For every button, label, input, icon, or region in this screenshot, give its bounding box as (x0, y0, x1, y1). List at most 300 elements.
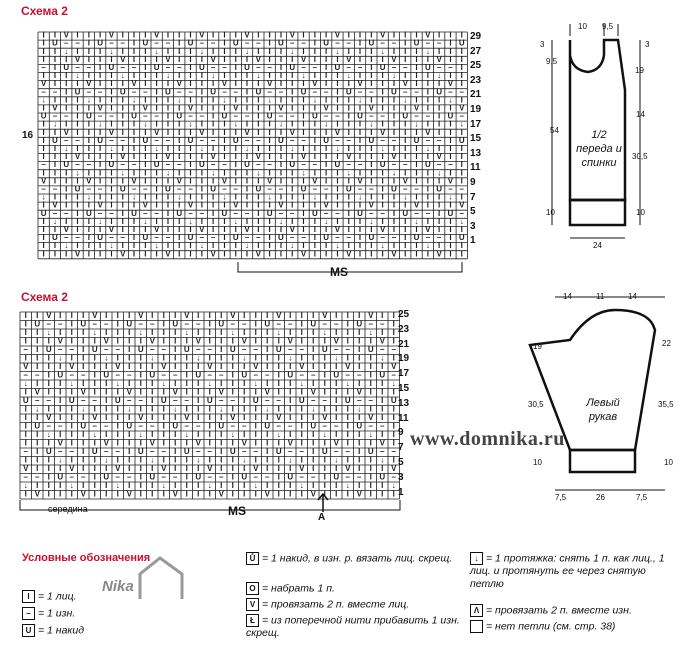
stitch-symbol: I (42, 135, 45, 145)
stitch-symbol: I (223, 135, 226, 145)
stitch-symbol: – (334, 447, 339, 456)
stitch-symbol: I (144, 176, 147, 186)
stitch-symbol: I (208, 311, 211, 320)
stitch-symbol: I (65, 119, 68, 129)
stitch-symbol: U (368, 38, 375, 48)
stitch-symbol: I (36, 379, 39, 388)
stitch-symbol: I (47, 464, 50, 473)
stitch-symbol: I (438, 192, 441, 202)
stitch-symbol: I (116, 455, 119, 465)
stitch-symbol: I (178, 152, 181, 162)
stitch-symbol: I (266, 345, 269, 354)
stitch-symbol: I (312, 430, 315, 439)
stitch-symbol: I (257, 176, 260, 186)
stitch-symbol: I (370, 30, 373, 40)
stitch-symbol: – (380, 208, 385, 218)
stitch-symbol: ↓ (184, 430, 189, 439)
stitch-symbol: ↓ (120, 71, 125, 81)
stitch-symbol: I (65, 87, 68, 97)
chart2-row-number: 9 (398, 427, 404, 439)
stitch-symbol: I (381, 430, 384, 439)
stitch-symbol: ↓ (46, 430, 51, 439)
stitch-symbol: I (460, 241, 463, 251)
stitch-symbol: I (200, 168, 203, 178)
stitch-symbol: V (436, 54, 442, 64)
stitch-symbol: I (449, 119, 452, 129)
sleeve-dim-bottom-2: 26 (596, 493, 605, 502)
stitch-symbol: ↓ (219, 404, 224, 414)
stitch-symbol: I (223, 225, 226, 234)
stitch-symbol: I (266, 336, 269, 346)
stitch-symbol: I (268, 30, 271, 40)
stitch-symbol: I (76, 119, 79, 129)
stitch-symbol: I (243, 328, 246, 337)
stitch-symbol: I (336, 87, 339, 97)
stitch-symbol: – (222, 184, 227, 194)
stitch-symbol: I (302, 176, 305, 186)
stitch-symbol: I (392, 413, 395, 422)
legend-symbol-m1p: Ł (246, 614, 259, 627)
stitch-symbol: I (162, 404, 165, 414)
stitch-symbol: – (41, 184, 46, 194)
stitch-symbol: ↓ (154, 241, 159, 251)
stitch-symbol: I (369, 481, 372, 490)
stitch-symbol: I (93, 362, 96, 371)
legend-text-knit: = 1 лиц. (38, 590, 77, 603)
stitch-symbol: ↓ (335, 46, 340, 56)
stitch-symbol: – (184, 319, 189, 329)
stitch-symbol: U (413, 38, 420, 48)
stitch-symbol: I (347, 95, 350, 105)
body-dim-right-1: 3 (645, 40, 650, 49)
stitch-symbol: U (74, 184, 81, 194)
stitch-symbol: ↓ (109, 144, 114, 153)
chart2-row-number: 23 (398, 323, 410, 335)
stitch-symbol: V (459, 200, 465, 210)
stitch-symbol: I (223, 200, 226, 210)
stitch-symbol: I (200, 184, 203, 194)
legend-item-p2tog (470, 604, 632, 617)
stitch-symbol: V (80, 387, 86, 397)
stitch-symbol: I (346, 489, 349, 499)
stitch-symbol: I (105, 430, 108, 439)
stitch-symbol: U (195, 472, 202, 482)
stitch-symbol: I (144, 63, 147, 72)
stitch-symbol: V (69, 362, 75, 371)
stitch-symbol: ↓ (173, 404, 178, 414)
stitch-symbol: – (290, 38, 295, 48)
stitch-symbol: – (301, 63, 306, 72)
stitch-symbol: U (310, 421, 317, 431)
stitch-symbol: I (300, 404, 303, 414)
stitch-symbol: I (162, 336, 165, 346)
stitch-symbol: I (358, 38, 362, 48)
stitch-symbol: – (165, 38, 171, 48)
stitch-symbol: I (162, 489, 165, 499)
stitch-symbol: I (178, 54, 181, 64)
stitch-symbol: – (436, 63, 442, 72)
stitch-symbol: – (143, 87, 148, 97)
stitch-symbol: I (346, 336, 349, 346)
stitch-symbol: I (369, 472, 372, 482)
stitch-symbol: ↓ (334, 353, 339, 363)
stitch-symbol: I (200, 54, 203, 64)
stitch-symbol: U (275, 447, 282, 456)
stitch-symbol: I (449, 135, 452, 145)
stitch-symbol: I (438, 208, 441, 218)
stitch-symbol: I (325, 152, 328, 162)
stitch-symbol: U (198, 63, 205, 72)
stitch-symbol: I (105, 387, 108, 397)
stitch-symbol: ↓ (138, 328, 143, 337)
stitch-symbol: I (243, 396, 246, 405)
stitch-symbol: I (335, 481, 338, 490)
stitch-symbol: – (75, 63, 80, 72)
stitch-symbol: – (301, 160, 306, 170)
stitch-symbol: I (291, 87, 294, 97)
stitch-symbol: V (346, 54, 352, 64)
stitch-symbol: I (381, 216, 384, 226)
stitch-symbol: – (154, 111, 159, 121)
stitch-symbol: I (151, 328, 154, 337)
stitch-symbol: I (313, 144, 316, 153)
stitch-symbol: I (82, 336, 85, 346)
stitch-symbol: – (346, 135, 351, 145)
stitch-symbol: ↓ (154, 144, 159, 153)
stitch-symbol: ↓ (459, 119, 464, 129)
stitch-symbol: – (233, 208, 238, 218)
stitch-symbol: U (241, 370, 248, 380)
stitch-symbol: I (105, 413, 108, 422)
stitch-symbol: I (289, 379, 292, 388)
stitch-symbol: ↓ (391, 481, 396, 490)
stitch-symbol: – (323, 184, 329, 194)
stitch-symbol: ↓ (335, 241, 340, 251)
stitch-symbol: I (132, 127, 136, 137)
stitch-symbol: I (70, 353, 73, 363)
stitch-symbol: I (392, 103, 396, 113)
stitch-symbol: – (448, 87, 453, 97)
stitch-symbol: V (40, 79, 47, 89)
stitch-symbol: I (47, 370, 50, 380)
legend-text-yo-twisted: = 1 накид, в изн. р. вязать лиц. скрещ. (262, 552, 453, 565)
stitch-symbol: I (87, 249, 90, 259)
stitch-symbol: I (279, 95, 283, 105)
chart2-center-label: середина (48, 504, 88, 514)
stitch-symbol: U (172, 319, 179, 329)
stitch-symbol: I (189, 160, 192, 170)
stitch-symbol: I (53, 241, 57, 251)
stitch-symbol: I (254, 387, 257, 397)
stitch-symbol: I (121, 30, 124, 40)
stitch-symbol: I (166, 144, 170, 153)
stitch-symbol: – (150, 319, 155, 329)
stitch-symbol: I (99, 71, 102, 81)
stitch-symbol: – (207, 472, 212, 482)
stitch-symbol: I (346, 404, 349, 414)
stitch-symbol: I (76, 176, 79, 186)
stitch-symbol: I (70, 421, 73, 431)
legend-text-skp: = 1 протяжка: снять 1 п. как лиц., 1 лиц. и протянуть ее через снятую петлю (470, 552, 665, 591)
legend-symbol-yo-twisted: Ů (246, 552, 259, 565)
stitch-symbol: I (313, 71, 316, 81)
stitch-symbol: I (254, 421, 257, 431)
chart2-title: Схема 2 (21, 290, 68, 304)
stitch-symbol: ↓ (120, 168, 125, 178)
stitch-symbol: I (300, 353, 303, 363)
stitch-symbol: I (291, 103, 294, 113)
stitch-symbol: I (132, 103, 136, 113)
stitch-symbol: V (57, 336, 63, 346)
stitch-symbol: V (379, 127, 386, 137)
stitch-symbol: I (121, 144, 124, 153)
stitch-symbol: U (287, 472, 294, 482)
stitch-symbol: I (392, 438, 395, 448)
stitch-symbol: I (36, 430, 39, 439)
chart2-row-number: 19 (398, 353, 410, 365)
stitch-symbol: I (300, 387, 303, 397)
stitch-symbol: V (425, 225, 431, 234)
stitch-symbol: I (234, 46, 237, 56)
stitch-symbol: V (244, 127, 250, 137)
stitch-symbol: I (415, 168, 418, 178)
stitch-symbol: I (279, 176, 283, 186)
stitch-symbol: I (257, 111, 260, 121)
stitch-symbol: – (288, 421, 293, 431)
stitch-symbol: I (245, 119, 249, 129)
stitch-symbol: I (347, 103, 350, 113)
stitch-symbol: – (222, 160, 227, 170)
stitch-symbol: I (234, 176, 237, 186)
stitch-symbol: I (231, 464, 234, 473)
stitch-symbol: V (184, 311, 190, 320)
stitch-symbol: I (42, 71, 45, 81)
stitch-symbol: I (381, 328, 384, 337)
stitch-symbol: ↓ (369, 216, 374, 226)
stitch-symbol: I (268, 127, 271, 137)
stitch-symbol: I (336, 119, 339, 129)
stitch-symbol: I (24, 311, 27, 320)
stitch-symbol: I (323, 362, 326, 371)
stitch-symbol: I (392, 319, 395, 329)
stitch-symbol: I (76, 111, 79, 121)
stitch-symbol: I (65, 216, 68, 226)
stitch-symbol: I (254, 455, 257, 465)
chart1-row-number: 21 (470, 89, 482, 101)
stitch-symbol: I (220, 455, 223, 465)
stitch-symbol: I (220, 336, 223, 346)
stitch-symbol: I (245, 95, 249, 105)
stitch-symbol: U (195, 370, 202, 380)
stitch-symbol: I (370, 71, 373, 81)
stitch-symbol: I (76, 144, 79, 153)
stitch-symbol: U (165, 184, 171, 194)
stitch-symbol: I (369, 464, 372, 473)
stitch-symbol: V (86, 176, 92, 186)
stitch-symbol: I (358, 225, 362, 234)
stitch-symbol: U (45, 345, 52, 354)
stitch-symbol: – (173, 472, 178, 482)
stitch-symbol: ↓ (414, 216, 419, 226)
stitch-symbol: ↓ (290, 241, 295, 251)
stitch-symbol: – (35, 370, 40, 380)
legend-item-cast-on (246, 582, 335, 595)
stitch-symbol: I (291, 152, 294, 162)
stitch-symbol: ↓ (98, 119, 103, 129)
stitch-symbol: V (142, 103, 149, 113)
stitch-symbol: – (346, 63, 351, 72)
stitch-symbol: – (52, 184, 58, 194)
stitch-symbol: I (300, 311, 303, 320)
stitch-symbol: V (46, 413, 52, 422)
stitch-symbol: U (63, 160, 70, 170)
stitch-symbol: I (65, 54, 68, 64)
stitch-symbol: V (402, 176, 408, 186)
stitch-symbol: ↓ (52, 119, 57, 129)
stitch-symbol: U (22, 396, 29, 405)
stitch-symbol: I (42, 38, 45, 48)
stitch-symbol: I (208, 387, 211, 397)
stitch-symbol: – (177, 63, 182, 72)
stitch-symbol: – (161, 447, 166, 456)
sleeve-dim-bottom-1: 7,5 (555, 493, 567, 502)
stitch-symbol: I (144, 95, 147, 105)
stitch-symbol: I (358, 216, 362, 226)
stitch-symbol: I (277, 455, 280, 465)
stitch-symbol: I (70, 404, 73, 414)
stitch-symbol: I (132, 54, 136, 64)
stitch-symbol: V (115, 464, 121, 473)
stitch-symbol: – (265, 396, 270, 405)
stitch-symbol: V (153, 127, 160, 137)
stitch-symbol: I (323, 481, 326, 490)
stitch-symbol: I (36, 438, 39, 448)
stitch-symbol: I (358, 168, 362, 178)
stitch-symbol: I (189, 176, 192, 186)
stitch-symbol: – (46, 319, 51, 329)
stitch-symbol: I (70, 319, 73, 329)
stitch-symbol: I (358, 413, 361, 422)
stitch-symbol: – (312, 87, 318, 97)
stitch-symbol: – (188, 111, 193, 121)
stitch-symbol: I (426, 71, 429, 81)
stitch-symbol: I (178, 249, 181, 259)
stitch-symbol: I (87, 225, 90, 234)
stitch-symbol: I (460, 95, 463, 105)
stitch-symbol: – (242, 319, 247, 329)
stitch-symbol: I (82, 438, 85, 448)
stitch-symbol: ↓ (346, 71, 351, 81)
stitch-symbol: I (93, 353, 96, 363)
stitch-symbol: U (300, 184, 307, 194)
stitch-symbol: I (47, 489, 50, 499)
stitch-symbol: V (413, 103, 420, 113)
stitch-symbol: I (460, 249, 463, 259)
stitch-symbol: – (403, 160, 408, 170)
sleeve-dim-left-2: 30,5 (528, 400, 544, 409)
stitch-symbol: – (256, 63, 261, 72)
stitch-symbol: V (255, 152, 262, 162)
stitch-symbol: I (82, 353, 85, 363)
stitch-symbol: I (162, 455, 165, 465)
stitch-symbol: ↓ (299, 379, 304, 388)
stitch-symbol: I (325, 160, 328, 170)
stitch-symbol: I (254, 438, 257, 448)
stitch-symbol: I (335, 311, 338, 320)
stitch-symbol: I (381, 489, 384, 499)
stitch-symbol: I (116, 328, 119, 337)
stitch-symbol: I (404, 135, 407, 145)
stitch-symbol: I (208, 421, 211, 431)
stitch-symbol: I (257, 208, 260, 218)
stitch-symbol: I (116, 430, 119, 439)
stitch-symbol: I (189, 71, 192, 81)
stitch-symbol: V (120, 152, 126, 162)
stitch-symbol: I (128, 311, 131, 320)
legend-item-yo (22, 624, 84, 637)
chart1-row-number: 23 (470, 74, 482, 86)
stitch-symbol: V (368, 200, 375, 210)
stitch-symbol: I (313, 152, 316, 162)
stitch-symbol: I (245, 103, 249, 113)
stitch-symbol: I (76, 241, 79, 251)
stitch-symbol: I (87, 168, 90, 178)
stitch-symbol: I (189, 249, 192, 259)
stitch-symbol: I (323, 455, 326, 465)
stitch-symbol: I (121, 225, 124, 234)
stitch-symbol: U (368, 135, 375, 145)
stitch-symbol: I (99, 168, 102, 178)
stitch-symbol: I (105, 328, 108, 337)
stitch-symbol: U (131, 111, 137, 121)
stitch-symbol: I (369, 404, 372, 414)
stitch-symbol: V (357, 176, 363, 186)
stitch-symbol: I (336, 152, 339, 162)
stitch-symbol: I (65, 192, 68, 202)
stitch-symbol: ↓ (288, 353, 293, 363)
stitch-symbol: I (82, 379, 85, 388)
chart2-row-number: 17 (398, 368, 410, 380)
stitch-symbol: I (289, 489, 292, 499)
stitch-symbol: I (200, 79, 203, 89)
stitch-symbol: I (174, 328, 177, 337)
stitch-symbol: U (357, 111, 363, 121)
stitch-symbol: I (347, 241, 350, 251)
sleeve-dim-right-3: 10 (664, 458, 673, 467)
stitch-symbol: – (115, 345, 120, 354)
stitch-symbol: – (278, 208, 284, 218)
stitch-symbol: I (312, 447, 315, 456)
stitch-symbol: I (313, 135, 316, 145)
stitch-symbol: I (245, 54, 249, 64)
chart2-row-number: 1 (398, 486, 404, 498)
legend-title: Условные обозначения (22, 552, 151, 564)
stitch-symbol: I (189, 152, 192, 162)
stitch-symbol: I (99, 249, 102, 259)
stitch-symbol: U (300, 87, 307, 97)
stitch-symbol: I (302, 225, 305, 234)
stitch-symbol: U (379, 63, 386, 72)
stitch-symbol: V (207, 464, 213, 473)
stitch-symbol: I (291, 192, 294, 202)
stitch-symbol: ↓ (115, 379, 120, 388)
stitch-symbol: ↓ (290, 46, 295, 56)
stitch-symbol: – (154, 233, 159, 243)
stitch-symbol: I (42, 200, 45, 210)
stitch-symbol: V (34, 489, 40, 499)
stitch-symbol: U (97, 233, 104, 243)
stitch-symbol: V (149, 438, 155, 448)
